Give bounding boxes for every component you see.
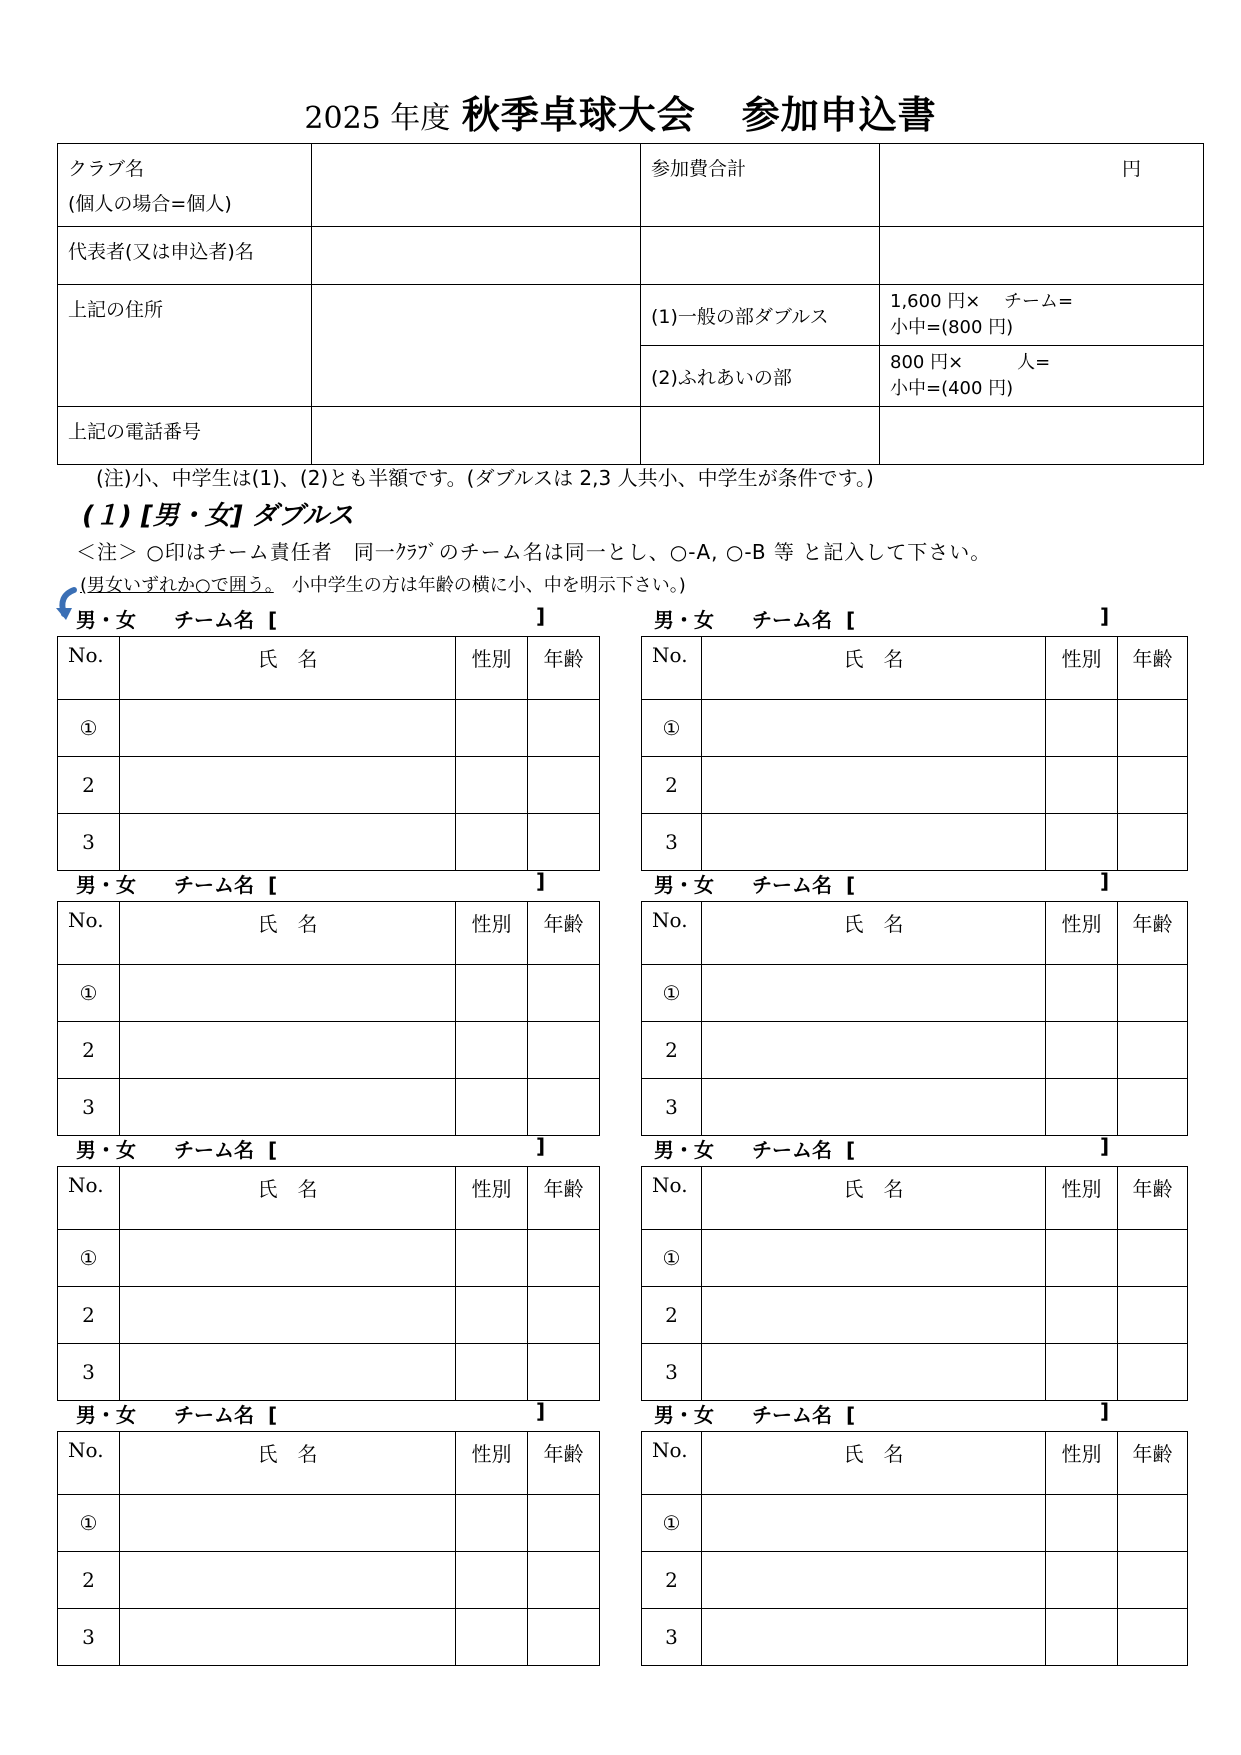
age-header: 年齢 — [528, 1432, 600, 1495]
team-table — [57, 901, 600, 1136]
row-number: 2 — [58, 1022, 120, 1079]
representative-label: 代表者(又は申込者)名 — [58, 227, 312, 285]
phone-field[interactable] — [312, 407, 641, 465]
title-form: 参加申込書 — [741, 93, 937, 137]
player-name-field[interactable] — [120, 1495, 456, 1552]
team-table — [641, 636, 1188, 871]
player-gender-field[interactable] — [456, 1495, 528, 1552]
name-header: 氏 名 — [702, 1432, 1046, 1495]
table-row — [58, 1609, 600, 1666]
player-age-field[interactable] — [1118, 1287, 1188, 1344]
player-name-field[interactable] — [120, 700, 456, 757]
team-name-label — [654, 604, 1110, 633]
title-year: 2025 年度 — [304, 101, 451, 136]
name-header: 氏 名 — [702, 902, 1046, 965]
player-age-field[interactable] — [1118, 1495, 1188, 1552]
table-row — [642, 1022, 1188, 1079]
row-number: ① — [58, 1230, 120, 1287]
title-event: 秋季卓球大会 — [461, 93, 696, 137]
player-gender-field[interactable] — [1046, 1495, 1118, 1552]
age-header: 年齢 — [528, 902, 600, 965]
gender-header: 性別 — [456, 1167, 528, 1230]
no-header: No. — [642, 1432, 702, 1495]
no-header: No. — [642, 902, 702, 965]
player-name-field[interactable] — [702, 1230, 1046, 1287]
bracket-open: [ — [846, 1403, 856, 1427]
age-header: 年齢 — [1118, 902, 1188, 965]
table-row — [58, 1495, 600, 1552]
team-table — [641, 1166, 1188, 1401]
bracket-open: [ — [268, 873, 278, 897]
bracket-open: [ — [268, 1138, 278, 1162]
player-age-field[interactable] — [1118, 757, 1188, 814]
no-header: No. — [58, 1432, 120, 1495]
gender-options[interactable]: 男・女 — [76, 1403, 136, 1427]
player-name-field[interactable] — [702, 1287, 1046, 1344]
bracket-close: ] — [536, 1134, 546, 1158]
name-header: 氏 名 — [120, 902, 456, 965]
player-gender-field[interactable] — [1046, 814, 1118, 871]
team-name-text: チーム名 — [752, 1403, 832, 1427]
bracket-close: ] — [1100, 604, 1110, 628]
blank-cell — [641, 407, 880, 465]
name-header: 氏 名 — [702, 637, 1046, 700]
fee-total-field[interactable] — [880, 144, 1204, 227]
team-name-label — [654, 869, 1110, 898]
row-number: 3 — [642, 1079, 702, 1136]
bracket-close: ] — [536, 869, 546, 893]
section-heading: (１) [男・女] ダブルス — [82, 501, 354, 531]
row-number: 3 — [58, 1609, 120, 1666]
team-name-text: チーム名 — [174, 873, 254, 897]
player-gender-field[interactable] — [1046, 965, 1118, 1022]
player-gender-field[interactable] — [1046, 1022, 1118, 1079]
player-name-field[interactable] — [702, 1344, 1046, 1401]
doubles-fee-line2: 小中=(800 円) — [890, 317, 1014, 338]
table-row — [642, 1609, 1188, 1666]
player-name-field[interactable] — [120, 1552, 456, 1609]
club-name-field[interactable] — [312, 144, 641, 227]
player-name-field[interactable] — [120, 1230, 456, 1287]
team-name-text: チーム名 — [752, 1138, 832, 1162]
table-row — [642, 757, 1188, 814]
doubles-fee-cell[interactable] — [880, 285, 1204, 346]
no-header: No. — [642, 637, 702, 700]
player-age-field[interactable] — [1118, 700, 1188, 757]
player-gender-field[interactable] — [456, 757, 528, 814]
player-age-field[interactable] — [528, 700, 600, 757]
doubles-label: (1)一般の部ダブルス — [641, 285, 880, 346]
no-header: No. — [58, 1167, 120, 1230]
gender-options[interactable]: 男・女 — [76, 608, 136, 632]
no-header: No. — [58, 637, 120, 700]
team-name-text: チーム名 — [174, 608, 254, 632]
bracket-close: ] — [1100, 869, 1110, 893]
player-age-field[interactable] — [528, 1022, 600, 1079]
table-row — [642, 1495, 1188, 1552]
player-age-field[interactable] — [528, 1344, 600, 1401]
player-age-field[interactable] — [528, 1609, 600, 1666]
player-name-field[interactable] — [120, 1079, 456, 1136]
table-row — [58, 1344, 600, 1401]
fee-total-label: 参加費合計 — [641, 144, 880, 227]
player-age-field[interactable] — [1118, 1022, 1188, 1079]
age-header: 年齢 — [1118, 1167, 1188, 1230]
gender-options[interactable]: 男・女 — [76, 873, 136, 897]
gender-header: 性別 — [1046, 1432, 1118, 1495]
bracket-close: ] — [1100, 1399, 1110, 1423]
yen-unit: 円 — [1121, 158, 1141, 180]
player-name-field[interactable] — [120, 1344, 456, 1401]
bracket-open: [ — [846, 608, 856, 632]
player-gender-field[interactable] — [1046, 1079, 1118, 1136]
player-gender-field[interactable] — [456, 1079, 528, 1136]
row-number: 3 — [642, 1609, 702, 1666]
blank-cell — [880, 407, 1204, 465]
table-row — [58, 700, 600, 757]
bracket-open: [ — [268, 608, 278, 632]
player-gender-field[interactable] — [456, 814, 528, 871]
bracket-open: [ — [846, 873, 856, 897]
team-name-label — [76, 604, 546, 633]
doubles-fee-line1: 1,600 円× チーム= — [890, 291, 1074, 312]
gender-header: 性別 — [456, 902, 528, 965]
age-note-text: 小中学生の方は年齢の横に小、中を明示下さい。) — [273, 575, 686, 596]
fureai-fee-line2: 小中=(400 円) — [890, 378, 1014, 399]
row-number: 3 — [642, 1344, 702, 1401]
bracket-close: ] — [536, 604, 546, 628]
bracket-open: [ — [268, 1403, 278, 1427]
phone-label: 上記の電話番号 — [58, 407, 312, 465]
table-row — [642, 965, 1188, 1022]
player-name-field[interactable] — [702, 1495, 1046, 1552]
gender-options[interactable]: 男・女 — [654, 873, 714, 897]
team-table — [57, 636, 600, 871]
applicant-info-table — [57, 143, 1204, 465]
player-gender-field[interactable] — [1046, 1287, 1118, 1344]
player-name-field[interactable] — [702, 1079, 1046, 1136]
circle-note-text: (男女いずれか○で囲う。 — [80, 575, 274, 596]
no-header: No. — [58, 902, 120, 965]
table-row — [58, 1230, 600, 1287]
table-row — [58, 965, 600, 1022]
gender-header: 性別 — [1046, 637, 1118, 700]
row-number: ① — [642, 1230, 702, 1287]
player-gender-field[interactable] — [456, 1230, 528, 1287]
half-price-note: (注)小、中学生は(1)、(2)とも半額です。(ダブルスは 2,3 人共小、中学生が条件です。) — [96, 466, 874, 490]
player-gender-field[interactable] — [456, 1287, 528, 1344]
age-header: 年齢 — [528, 637, 600, 700]
bracket-close: ] — [536, 1399, 546, 1423]
player-name-field[interactable] — [702, 757, 1046, 814]
player-age-field[interactable] — [1118, 965, 1188, 1022]
team-table — [641, 1431, 1188, 1666]
player-name-field[interactable] — [120, 1609, 456, 1666]
club-name-sub-label: (個人の場合=個人) — [68, 193, 232, 215]
player-name-field[interactable] — [120, 814, 456, 871]
player-gender-field[interactable] — [1046, 757, 1118, 814]
row-number: ① — [58, 965, 120, 1022]
player-age-field[interactable] — [528, 1079, 600, 1136]
player-age-field[interactable] — [528, 1287, 600, 1344]
row-number: ① — [642, 1495, 702, 1552]
table-row — [58, 1079, 600, 1136]
player-name-field[interactable] — [702, 1609, 1046, 1666]
player-name-field[interactable] — [702, 814, 1046, 871]
address-label: 上記の住所 — [58, 285, 312, 407]
player-name-field[interactable] — [120, 757, 456, 814]
player-age-field[interactable] — [1118, 1609, 1188, 1666]
fureai-label: (2)ふれあいの部 — [641, 346, 880, 407]
player-gender-field[interactable] — [1046, 1344, 1118, 1401]
player-name-field[interactable] — [120, 965, 456, 1022]
player-age-field[interactable] — [528, 965, 600, 1022]
player-age-field[interactable] — [1118, 1079, 1188, 1136]
club-name-label-cell — [58, 144, 312, 227]
team-name-label — [654, 1399, 1110, 1428]
gender-header: 性別 — [456, 1432, 528, 1495]
player-gender-field[interactable] — [456, 965, 528, 1022]
representative-field[interactable] — [312, 227, 641, 285]
table-row — [58, 1022, 600, 1079]
team-name-text: チーム名 — [752, 873, 832, 897]
team-name-label — [76, 1399, 546, 1428]
gender-header: 性別 — [456, 637, 528, 700]
table-row — [58, 1287, 600, 1344]
player-name-field[interactable] — [702, 1022, 1046, 1079]
player-name-field[interactable] — [702, 700, 1046, 757]
gender-options[interactable]: 男・女 — [76, 1138, 136, 1162]
team-name-text: チーム名 — [752, 608, 832, 632]
player-gender-field[interactable] — [456, 1552, 528, 1609]
player-name-field[interactable] — [702, 1552, 1046, 1609]
gender-options[interactable]: 男・女 — [654, 1138, 714, 1162]
page-title — [0, 84, 1241, 139]
club-name-label: クラブ名 — [68, 158, 145, 180]
player-name-field[interactable] — [120, 1287, 456, 1344]
team-table — [57, 1166, 600, 1401]
row-number: 2 — [642, 757, 702, 814]
row-number: 2 — [58, 1552, 120, 1609]
row-number: ① — [642, 700, 702, 757]
team-note: ＜注＞ ○印はチーム責任者 同一ｸﾗﾌﾞのチーム名は同一とし、○-A, ○-B 等 と記入して下さい。 — [76, 540, 992, 564]
row-number: 2 — [642, 1552, 702, 1609]
player-gender-field[interactable] — [456, 1022, 528, 1079]
row-number: 2 — [642, 1287, 702, 1344]
table-row — [642, 1230, 1188, 1287]
player-gender-field[interactable] — [456, 1609, 528, 1666]
player-age-field[interactable] — [1118, 1230, 1188, 1287]
team-table — [641, 901, 1188, 1136]
bracket-open: [ — [846, 1138, 856, 1162]
gender-options[interactable]: 男・女 — [654, 1403, 714, 1427]
row-number: 2 — [58, 1287, 120, 1344]
circle-note — [80, 571, 686, 597]
table-row — [642, 1079, 1188, 1136]
team-name-label — [76, 869, 546, 898]
table-row — [642, 1344, 1188, 1401]
name-header: 氏 名 — [120, 1432, 456, 1495]
table-row — [642, 814, 1188, 871]
address-field[interactable] — [312, 285, 641, 407]
team-name-text: チーム名 — [174, 1138, 254, 1162]
team-name-label — [654, 1134, 1110, 1163]
table-row — [58, 1552, 600, 1609]
age-header: 年齢 — [1118, 1432, 1188, 1495]
player-gender-field[interactable] — [1046, 1609, 1118, 1666]
team-name-text: チーム名 — [174, 1403, 254, 1427]
gender-header: 性別 — [1046, 902, 1118, 965]
gender-header: 性別 — [1046, 1167, 1118, 1230]
no-header: No. — [642, 1167, 702, 1230]
player-gender-field[interactable] — [1046, 1230, 1118, 1287]
gender-options[interactable]: 男・女 — [654, 608, 714, 632]
player-gender-field[interactable] — [1046, 700, 1118, 757]
player-name-field[interactable] — [120, 1022, 456, 1079]
blank-cell — [880, 227, 1204, 285]
player-gender-field[interactable] — [1046, 1552, 1118, 1609]
row-number: 2 — [642, 1022, 702, 1079]
age-header: 年齢 — [528, 1167, 600, 1230]
player-name-field[interactable] — [702, 965, 1046, 1022]
name-header: 氏 名 — [120, 1167, 456, 1230]
fureai-fee-cell[interactable] — [880, 346, 1204, 407]
row-number: 3 — [58, 1344, 120, 1401]
player-gender-field[interactable] — [456, 1344, 528, 1401]
table-row — [642, 1287, 1188, 1344]
blank-cell — [641, 227, 880, 285]
team-table — [57, 1431, 600, 1666]
row-number: 3 — [58, 814, 120, 871]
player-age-field[interactable] — [528, 814, 600, 871]
player-age-field[interactable] — [528, 1230, 600, 1287]
row-number: 2 — [58, 757, 120, 814]
row-number: 3 — [58, 1079, 120, 1136]
row-number: ① — [58, 1495, 120, 1552]
row-number: ① — [58, 700, 120, 757]
player-age-field[interactable] — [528, 1495, 600, 1552]
table-row — [642, 1552, 1188, 1609]
player-gender-field[interactable] — [456, 700, 528, 757]
fureai-fee-line1: 800 円× 人= — [890, 352, 1051, 373]
row-number: 3 — [642, 814, 702, 871]
age-header: 年齢 — [1118, 637, 1188, 700]
bracket-close: ] — [1100, 1134, 1110, 1158]
table-row — [642, 700, 1188, 757]
player-age-field[interactable] — [1118, 814, 1188, 871]
table-row — [58, 814, 600, 871]
row-number: ① — [642, 965, 702, 1022]
name-header: 氏 名 — [120, 637, 456, 700]
team-name-label — [76, 1134, 546, 1163]
table-row — [58, 757, 600, 814]
player-age-field[interactable] — [1118, 1552, 1188, 1609]
name-header: 氏 名 — [702, 1167, 1046, 1230]
player-age-field[interactable] — [528, 1552, 600, 1609]
player-age-field[interactable] — [528, 757, 600, 814]
player-age-field[interactable] — [1118, 1344, 1188, 1401]
